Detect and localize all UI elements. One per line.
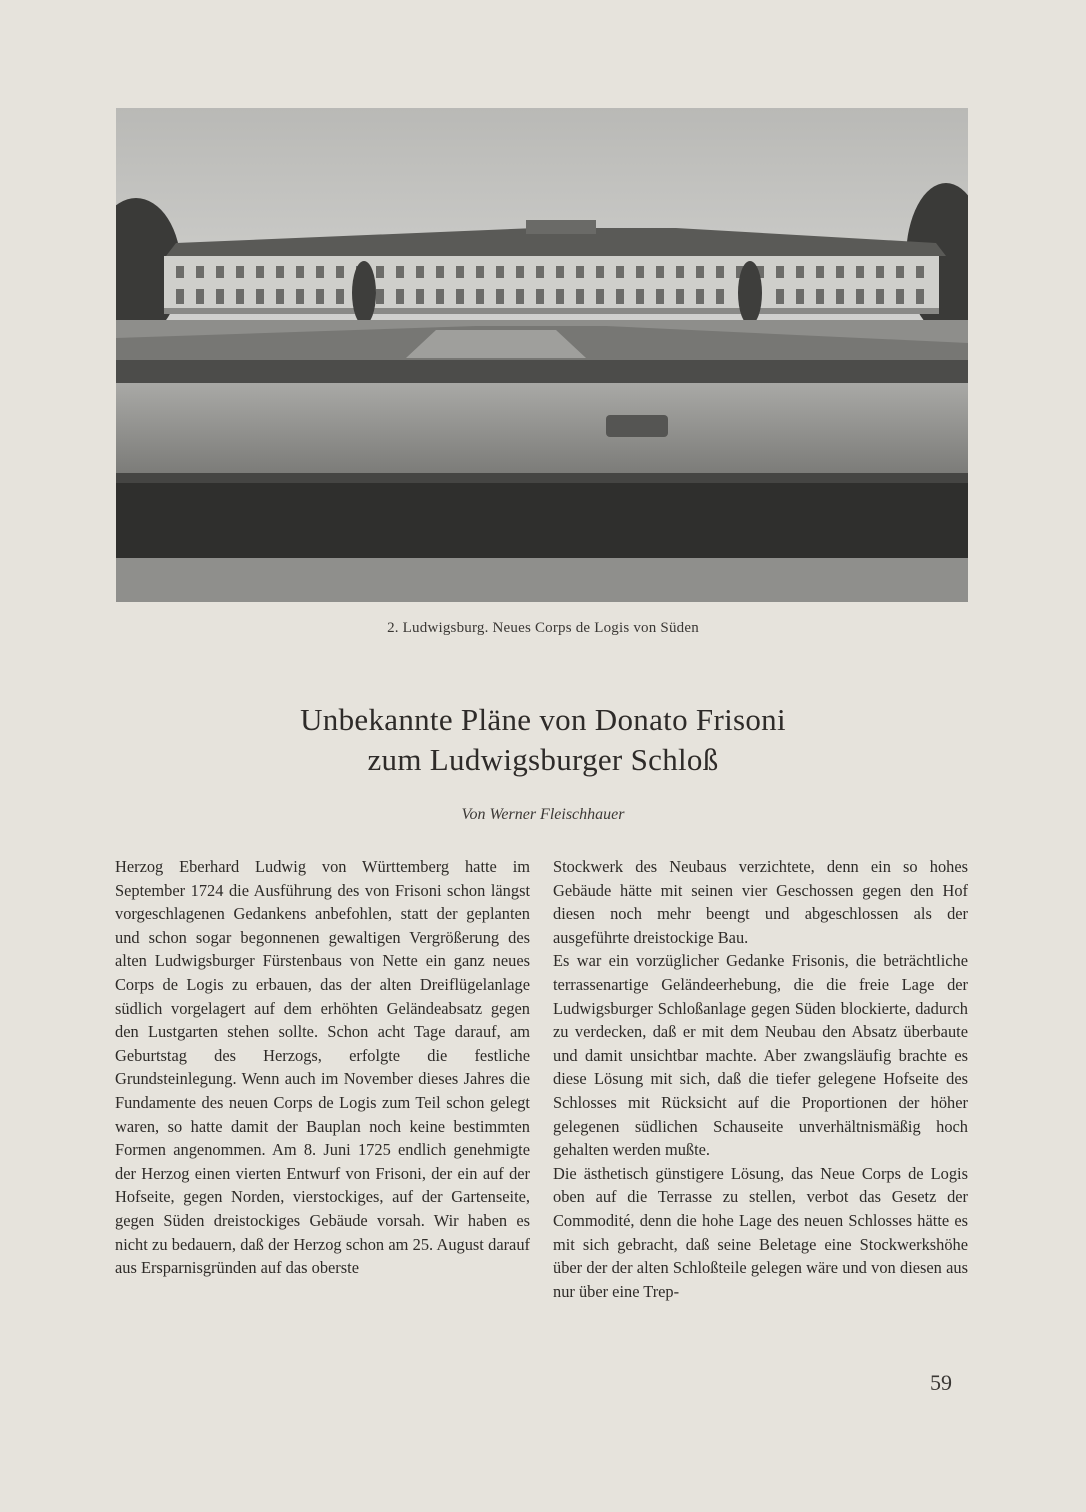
paragraph: Stockwerk des Neubaus verzichtete, denn ein so hohes Gebäude hätte mit seinen vier Geschossen gegen den Hof diesen noch mehr beengt und abgeschlossen als der ausgeführte dreistockige Bau. <box>553 857 968 947</box>
paragraph: Herzog Eberhard Ludwig von Württemberg hatte im September 1724 die Ausführung des von Frisoni schon längst vorgeschlagenen Gedankens anbefohlen, statt der geplanten und schon sogar begonnenen gewaltigen Vergrößerung des alten Ludwigsburger Fürstenbaus von Nette ein ganz neues Corps de Logis zu erbauen, das der alten Dreiflügelanlage südlich vorgelagert auf dem erhöhten Geländeabsatz gegen den Lustgarten stehen sollte. Schon acht Tage darauf, am Geburtstag des Herzogs, erfolgte die festliche Grundsteinlegung. Wenn auch im November dieses Jahres die Fundamente des neuen Corps de Logis zum Teil schon gelegt waren, so hatte damit der Bauplan noch keine bestimmten Formen angenommen. Am 8. Juni 1725 endlich genehmigte der Herzog einen vierten Entwurf von Frisoni, der ein auf der Hofseite, gegen Norden, vierstockiges, auf der Gartenseite, gegen Süden dreistockiges Gebäude vorsah. Wir haben es nicht zu bedauern, daß der Herzog schon am 25. August darauf aus Ersparnisgründen auf das oberste <box>115 857 530 1278</box>
paragraph: Die ästhetisch günstigere Lösung, das Neue Corps de Logis oben auf die Terrasse zu stellen, verbot das Gesetz der Commodité, denn die hohe Lage des neuen Schlosses hätte es mit sich gebracht, daß seine Beletage eine Stockwerkshöhe über der der alten Schloßteile gelegen wäre und von diesen aus nur über eine Trep- <box>553 1163 968 1301</box>
title-line-2: zum Ludwigsburger Schloß <box>367 742 719 777</box>
figure-caption: 2. Ludwigsburg. Neues Corps de Logis von Süden <box>387 620 699 636</box>
title-line-1: Unbekannte Pläne von Donato Frisoni <box>300 702 786 737</box>
paragraph: Es war ein vorzüglicher Gedanke Frisonis, die beträchtliche terrassenartige Geländeerhebung, die die freie Lage der Ludwigsburger Schloßanlage gegen Süden blockierte, dadurch zu verdecken, daß er mit dem Neubau den Absatz überbaute und damit unsichtbar machte. Aber zwangsläufig brachte es diese Lösung mit sich, daß die tiefer gelegene Hofseite des Schlosses mit Rücksicht auf die Proportionen der höher gelegenen südlichen Schauseite unverhältnismäßig hoch gehalten werden mußte. <box>553 951 968 1160</box>
text-column-right <box>553 855 968 1303</box>
article-author: Von Werner Fleischhauer <box>461 806 625 823</box>
article-title <box>0 700 1086 780</box>
page-number: 59 <box>930 1370 952 1395</box>
photo-illustration <box>116 108 968 602</box>
text-column-left <box>115 855 530 1280</box>
palace-photograph <box>116 108 968 602</box>
